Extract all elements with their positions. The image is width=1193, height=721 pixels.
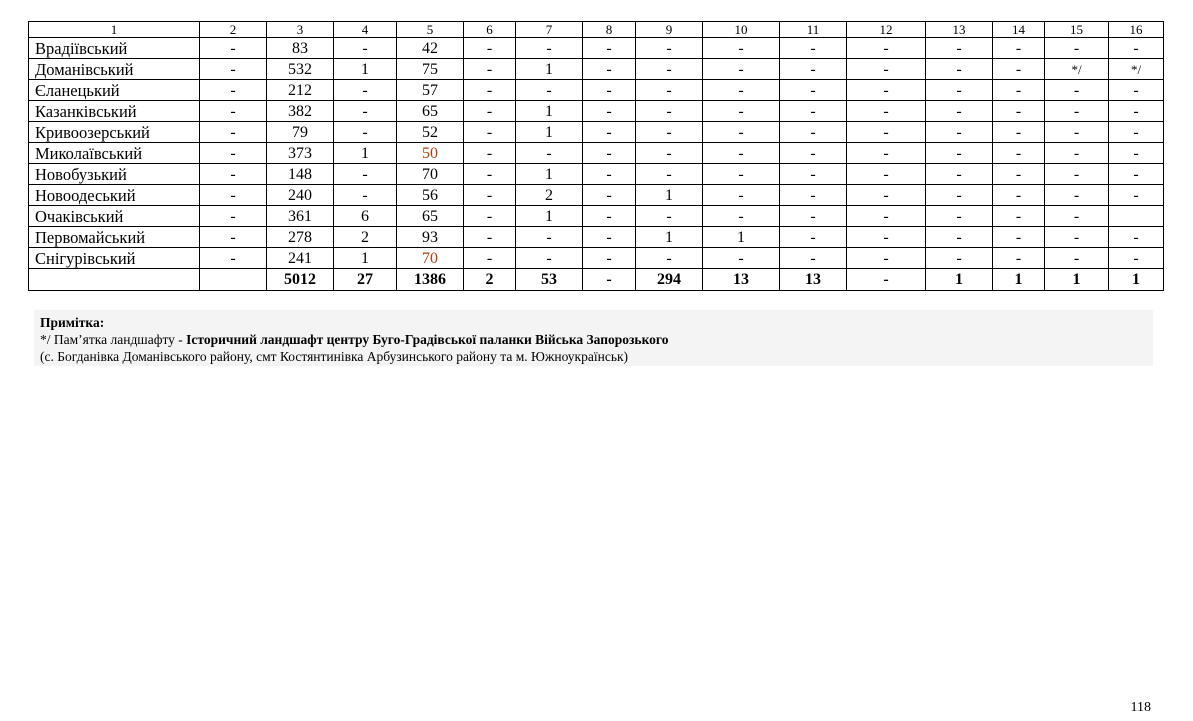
total-cell: 53	[516, 269, 583, 291]
value-cell: -	[583, 164, 636, 185]
value-cell: -	[1109, 80, 1164, 101]
value-cell: -	[464, 164, 516, 185]
table-row	[29, 185, 1164, 206]
value-cell: -	[200, 59, 267, 80]
value-cell: -	[1109, 38, 1164, 59]
value-cell: -	[993, 143, 1045, 164]
district-name: Новоодеський	[29, 185, 200, 206]
value-cell: -	[636, 59, 703, 80]
value-cell: -	[636, 80, 703, 101]
value-cell: -	[583, 185, 636, 206]
value-cell: -	[200, 206, 267, 227]
value-cell: -	[703, 80, 780, 101]
value-cell: -	[847, 38, 926, 59]
value-cell: -	[464, 122, 516, 143]
district-name: Кривоозерський	[29, 122, 200, 143]
value-cell: -	[200, 164, 267, 185]
table-row	[29, 143, 1164, 164]
header-cell: 9	[636, 22, 703, 38]
value-cell: -	[993, 38, 1045, 59]
value-cell: -	[780, 143, 847, 164]
header-row	[29, 22, 1164, 38]
value-cell: -	[636, 206, 703, 227]
district-name: Врадіївський	[29, 38, 200, 59]
value-cell: -	[847, 248, 926, 269]
value-cell: -	[993, 185, 1045, 206]
value-cell: -	[780, 248, 847, 269]
value-cell: -	[847, 143, 926, 164]
value-cell: -	[926, 122, 993, 143]
header-cell: 11	[780, 22, 847, 38]
value-cell: -	[583, 38, 636, 59]
value-cell: -	[703, 122, 780, 143]
value-cell	[1109, 206, 1164, 227]
value-cell: 1	[334, 248, 397, 269]
value-cell: -	[1109, 185, 1164, 206]
value-cell: -	[334, 164, 397, 185]
value-cell: 361	[267, 206, 334, 227]
value-cell: -	[583, 101, 636, 122]
value-cell: -	[926, 59, 993, 80]
value-cell: -	[926, 38, 993, 59]
value-cell: -	[703, 164, 780, 185]
header-cell: 12	[847, 22, 926, 38]
value-cell: 212	[267, 80, 334, 101]
value-cell: */	[1109, 59, 1164, 80]
value-cell: 1	[334, 143, 397, 164]
value-cell: 50	[397, 143, 464, 164]
value-cell: -	[847, 206, 926, 227]
value-cell: -	[464, 227, 516, 248]
value-cell: -	[1045, 185, 1109, 206]
total-cell: -	[583, 269, 636, 291]
value-cell: 6	[334, 206, 397, 227]
value-cell: 1	[516, 59, 583, 80]
total-cell: 27	[334, 269, 397, 291]
value-cell: -	[703, 143, 780, 164]
value-cell: -	[847, 227, 926, 248]
table-row	[29, 59, 1164, 80]
value-cell: -	[780, 227, 847, 248]
table-body	[29, 22, 1164, 291]
value-cell: 278	[267, 227, 334, 248]
header-cell: 15	[1045, 22, 1109, 38]
value-cell: 70	[397, 248, 464, 269]
total-cell: 1	[1109, 269, 1164, 291]
value-cell: 532	[267, 59, 334, 80]
district-name: Доманівський	[29, 59, 200, 80]
district-name: Казанківський	[29, 101, 200, 122]
value-cell: -	[464, 206, 516, 227]
value-cell: -	[847, 59, 926, 80]
value-cell: -	[583, 143, 636, 164]
header-cell: 10	[703, 22, 780, 38]
value-cell: -	[926, 227, 993, 248]
value-cell: -	[703, 248, 780, 269]
value-cell: -	[516, 80, 583, 101]
value-cell: -	[993, 164, 1045, 185]
value-cell: -	[464, 59, 516, 80]
value-cell: -	[200, 38, 267, 59]
value-cell: 1	[703, 227, 780, 248]
value-cell: -	[334, 185, 397, 206]
value-cell: 240	[267, 185, 334, 206]
value-cell: -	[334, 38, 397, 59]
value-cell: -	[200, 122, 267, 143]
value-cell: -	[200, 80, 267, 101]
value-cell: -	[780, 59, 847, 80]
value-cell: 1	[636, 227, 703, 248]
value-cell: -	[583, 122, 636, 143]
value-cell: -	[1045, 80, 1109, 101]
value-cell: -	[464, 80, 516, 101]
header-cell: 2	[200, 22, 267, 38]
value-cell: 241	[267, 248, 334, 269]
statistics-table	[28, 21, 1164, 291]
value-cell: -	[780, 80, 847, 101]
header-cell: 1	[29, 22, 200, 38]
value-cell: -	[200, 248, 267, 269]
value-cell: 1	[516, 101, 583, 122]
value-cell: -	[1109, 143, 1164, 164]
value-cell: -	[636, 38, 703, 59]
value-cell: -	[1045, 143, 1109, 164]
value-cell: 1	[516, 122, 583, 143]
value-cell: 65	[397, 206, 464, 227]
value-cell: -	[1109, 248, 1164, 269]
value-cell: 1	[636, 185, 703, 206]
value-cell: -	[1045, 101, 1109, 122]
value-cell: 1	[516, 206, 583, 227]
value-cell: 1	[516, 164, 583, 185]
note-line-2: (с. Богданівка Доманівського району, смт Костянтинівка Арбузинського району та м. Южноукраїнськ)	[40, 349, 629, 364]
value-cell: 42	[397, 38, 464, 59]
value-cell: -	[1045, 122, 1109, 143]
header-cell: 3	[267, 22, 334, 38]
total-cell: 1	[1045, 269, 1109, 291]
total-cell: 1	[993, 269, 1045, 291]
value-cell: 2	[516, 185, 583, 206]
value-cell: -	[516, 38, 583, 59]
value-cell: -	[516, 227, 583, 248]
total-cell: 13	[703, 269, 780, 291]
header-cell: 13	[926, 22, 993, 38]
value-cell: 75	[397, 59, 464, 80]
footnote-block	[34, 310, 1153, 366]
value-cell: -	[993, 122, 1045, 143]
district-name: Снігурівський	[29, 248, 200, 269]
value-cell: -	[200, 227, 267, 248]
value-cell: -	[993, 59, 1045, 80]
value-cell: -	[926, 185, 993, 206]
value-cell: -	[926, 80, 993, 101]
total-cell: -	[847, 269, 926, 291]
table-row	[29, 101, 1164, 122]
value-cell: -	[464, 38, 516, 59]
value-cell: -	[780, 185, 847, 206]
value-cell: -	[993, 206, 1045, 227]
value-cell: -	[636, 143, 703, 164]
value-cell: -	[583, 248, 636, 269]
value-cell: -	[583, 227, 636, 248]
value-cell: -	[464, 185, 516, 206]
value-cell: -	[636, 248, 703, 269]
total-cell: 5012	[267, 269, 334, 291]
value-cell: -	[200, 143, 267, 164]
value-cell: 83	[267, 38, 334, 59]
value-cell: 65	[397, 101, 464, 122]
value-cell: -	[334, 101, 397, 122]
value-cell: 93	[397, 227, 464, 248]
value-cell: -	[464, 248, 516, 269]
value-cell: -	[703, 38, 780, 59]
value-cell: 56	[397, 185, 464, 206]
total-cell: 294	[636, 269, 703, 291]
value-cell: -	[516, 248, 583, 269]
value-cell: -	[1045, 206, 1109, 227]
note-line-1	[40, 331, 1153, 348]
total-cell: 1	[926, 269, 993, 291]
header-cell: 7	[516, 22, 583, 38]
value-cell: -	[993, 80, 1045, 101]
district-name: Єланецький	[29, 80, 200, 101]
table-row	[29, 122, 1164, 143]
value-cell: -	[780, 122, 847, 143]
value-cell: -	[847, 185, 926, 206]
value-cell: -	[1045, 248, 1109, 269]
value-cell: -	[1109, 164, 1164, 185]
district-name: Очаківський	[29, 206, 200, 227]
page-number: 118	[1130, 700, 1151, 715]
district-name: Новобузький	[29, 164, 200, 185]
value-cell: -	[847, 80, 926, 101]
value-cell: 52	[397, 122, 464, 143]
value-cell: -	[516, 143, 583, 164]
value-cell: -	[926, 206, 993, 227]
note-line-1-prefix: */ Пам’ятка ландшафту -	[40, 332, 187, 347]
total-cell	[29, 269, 200, 291]
header-cell: 5	[397, 22, 464, 38]
header-cell: 4	[334, 22, 397, 38]
value-cell: -	[1109, 227, 1164, 248]
value-cell: -	[636, 164, 703, 185]
table-row	[29, 38, 1164, 59]
value-cell: 148	[267, 164, 334, 185]
value-cell: 79	[267, 122, 334, 143]
value-cell: -	[993, 248, 1045, 269]
value-cell: 1	[334, 59, 397, 80]
value-cell: -	[464, 101, 516, 122]
table-row	[29, 80, 1164, 101]
total-cell: 1386	[397, 269, 464, 291]
header-cell: 6	[464, 22, 516, 38]
district-name: Миколаївський	[29, 143, 200, 164]
value-cell: -	[926, 101, 993, 122]
value-cell: -	[993, 227, 1045, 248]
value-cell: 373	[267, 143, 334, 164]
value-cell: -	[1045, 164, 1109, 185]
table-row	[29, 227, 1164, 248]
value-cell: 2	[334, 227, 397, 248]
value-cell: -	[334, 80, 397, 101]
value-cell: -	[780, 38, 847, 59]
value-cell: 382	[267, 101, 334, 122]
note-title: Примітка:	[40, 315, 105, 330]
value-cell: -	[847, 101, 926, 122]
value-cell: -	[1045, 227, 1109, 248]
value-cell: -	[200, 185, 267, 206]
note-line-1-bold: Історичний ландшафт центру Буго-Градівської паланки Війська Запорозького	[186, 332, 669, 347]
total-cell: 2	[464, 269, 516, 291]
header-cell: 16	[1109, 22, 1164, 38]
table-row	[29, 164, 1164, 185]
total-cell: 13	[780, 269, 847, 291]
value-cell: -	[636, 122, 703, 143]
table-row	[29, 206, 1164, 227]
value-cell: -	[926, 164, 993, 185]
value-cell: -	[636, 101, 703, 122]
value-cell: -	[583, 80, 636, 101]
value-cell: -	[926, 248, 993, 269]
totals-row	[29, 269, 1164, 291]
value-cell: -	[464, 143, 516, 164]
total-cell	[200, 269, 267, 291]
value-cell: -	[993, 101, 1045, 122]
value-cell: -	[926, 143, 993, 164]
value-cell: -	[780, 206, 847, 227]
value-cell: -	[200, 101, 267, 122]
value-cell: -	[847, 122, 926, 143]
value-cell: -	[847, 164, 926, 185]
value-cell: 70	[397, 164, 464, 185]
value-cell: -	[1045, 38, 1109, 59]
header-cell: 14	[993, 22, 1045, 38]
value-cell: -	[1109, 101, 1164, 122]
value-cell: 57	[397, 80, 464, 101]
value-cell: -	[703, 59, 780, 80]
value-cell: -	[703, 206, 780, 227]
value-cell: -	[703, 185, 780, 206]
value-cell: -	[780, 101, 847, 122]
value-cell: */	[1045, 59, 1109, 80]
value-cell: -	[703, 101, 780, 122]
header-cell: 8	[583, 22, 636, 38]
value-cell: -	[583, 59, 636, 80]
district-name: Первомайський	[29, 227, 200, 248]
table-row	[29, 248, 1164, 269]
value-cell: -	[780, 164, 847, 185]
value-cell: -	[1109, 122, 1164, 143]
value-cell: -	[583, 206, 636, 227]
value-cell: -	[334, 122, 397, 143]
